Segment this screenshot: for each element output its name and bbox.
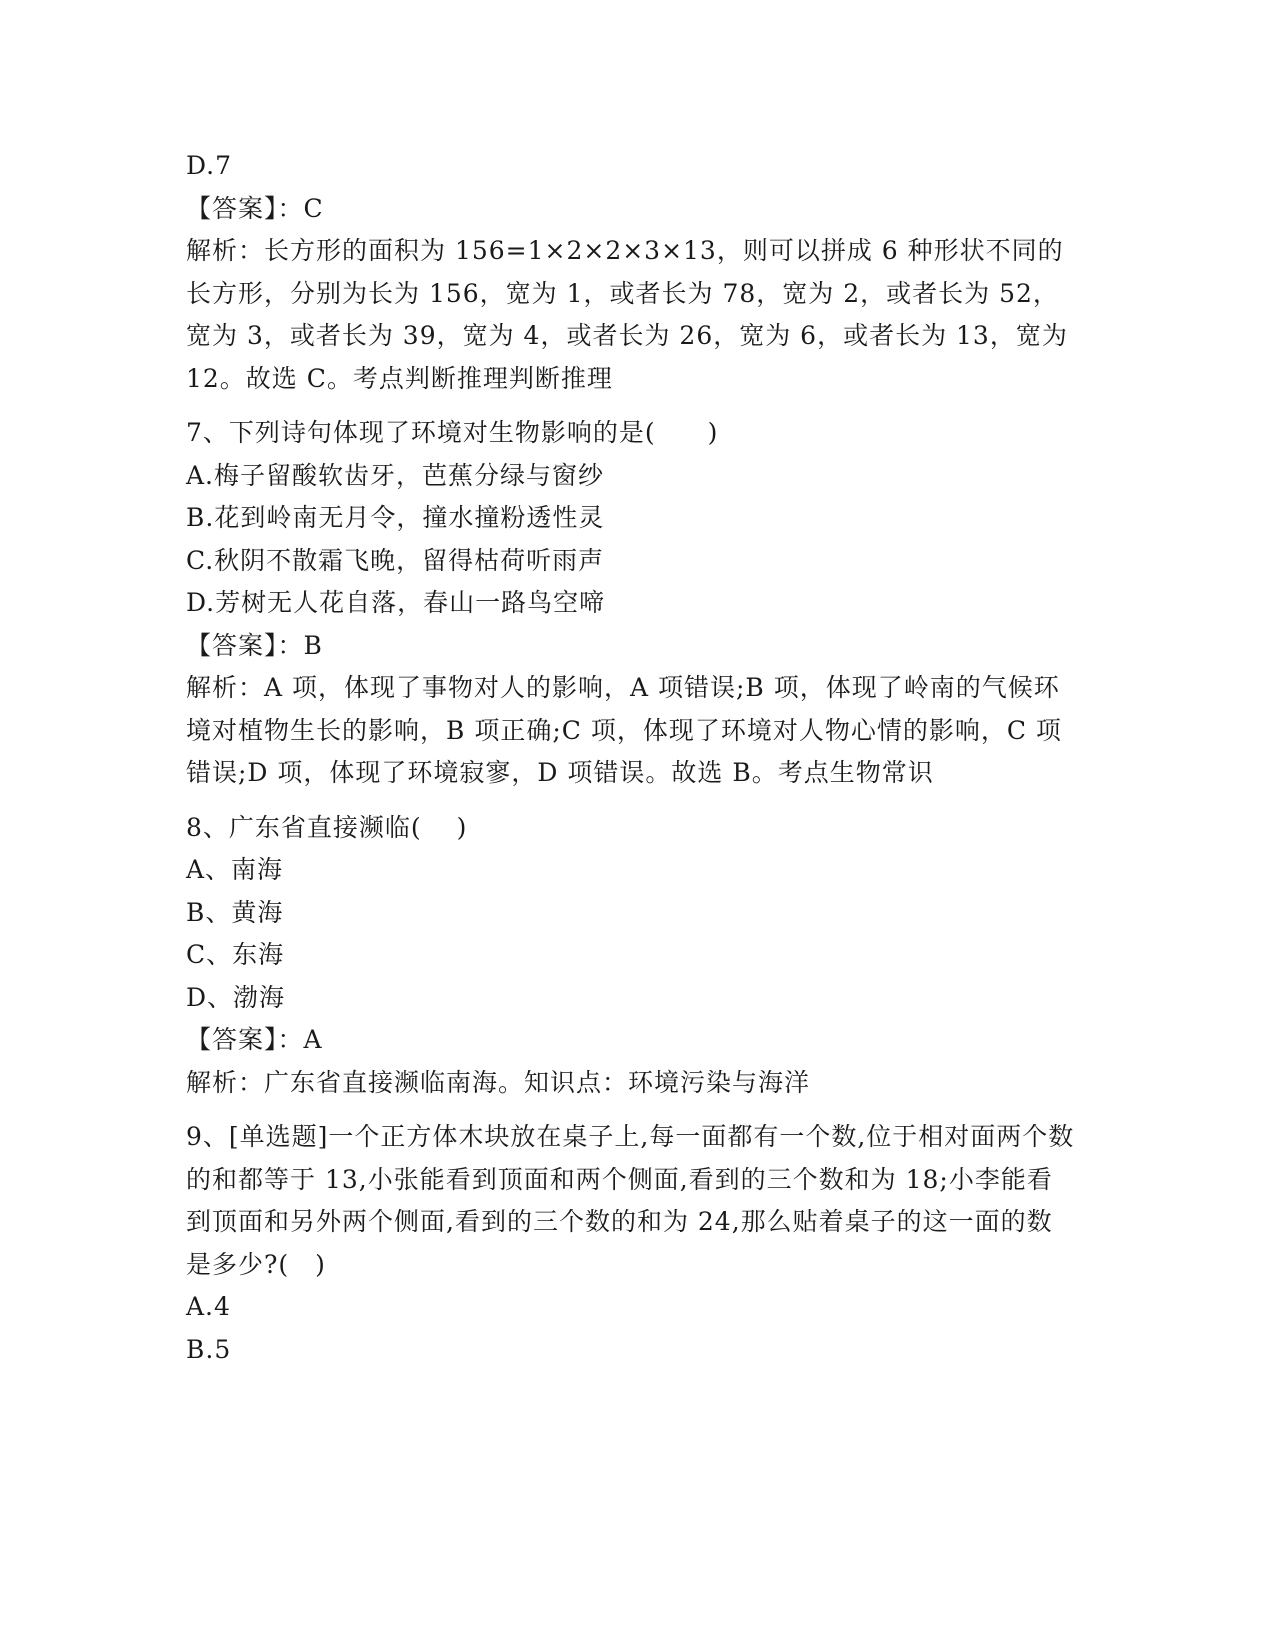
answer-label: 【答案】：C <box>186 193 324 223</box>
option-d: D.芳树无人花自落，春山一路鸟空啼 <box>186 588 606 617</box>
option-b: B.花到岭南无月令，撞水撞粉透性灵 <box>186 503 605 532</box>
question-8-block <box>186 807 1076 1105</box>
question-6-block <box>186 145 1076 400</box>
option-c: C.秋阴不散霜飞晚，留得枯荷听雨声 <box>186 545 605 575</box>
option-a: A、南海 <box>186 855 284 884</box>
question-9-block <box>186 1116 1076 1371</box>
answer-label: 【答案】：A <box>186 1025 323 1054</box>
option-a: A.4 <box>186 1292 231 1321</box>
document-page <box>186 145 1076 1371</box>
option-a: A.梅子留酸软齿牙，芭蕉分绿与窗纱 <box>186 460 605 490</box>
option-c: C、东海 <box>186 940 285 969</box>
option-d: D、渤海 <box>186 982 286 1012</box>
option-b: B.5 <box>186 1334 232 1364</box>
answer-label: 【答案】：B <box>186 630 323 660</box>
analysis-text: 解析：广东省直接濒临南海。知识点：环境污染与海洋 <box>186 1067 811 1097</box>
option-b: B、黄海 <box>186 897 284 927</box>
analysis-text: 解析：A 项，体现了事物对人的影响，A 项错误;B 项，体现了岭南的气候环境对植物生长的影响，B 项正确;C 项，体现了环境对人物心情的影响，C 项错误;D 项，体现了环境寂寥，D 项错误。故选 B。考点生物常识 <box>186 673 1062 787</box>
option-d: D.7 <box>186 151 233 180</box>
question-7-block <box>186 412 1076 795</box>
question-text: 9、[单选题]一个正方体木块放在桌子上,每一面都有一个数,位于相对面两个数的和都等于 13,小张能看到顶面和两个侧面,看到的三个数和为 18;小李能看到顶面和另外两个侧面,看到的三个数的和为 24,那么贴着桌子的这一面的数是多少?( ) <box>186 1122 1075 1279</box>
question-text: 8、广东省直接濒临( ) <box>186 812 468 842</box>
analysis-text: 解析：长方形的面积为 156=1×2×2×3×13，则可以拼成 6 种形状不同的长方形，分别为长为 156，宽为 1，或者长为 78，宽为 2，或者长为 52，宽为 3，或者长为 39，宽为 4，或者长为 26，宽为 6，或者长为 13，宽为 12。故选 C。考点判断推理判断推理 <box>186 236 1068 393</box>
question-text: 7、下列诗句体现了环境对生物影响的是( ) <box>186 418 719 447</box>
